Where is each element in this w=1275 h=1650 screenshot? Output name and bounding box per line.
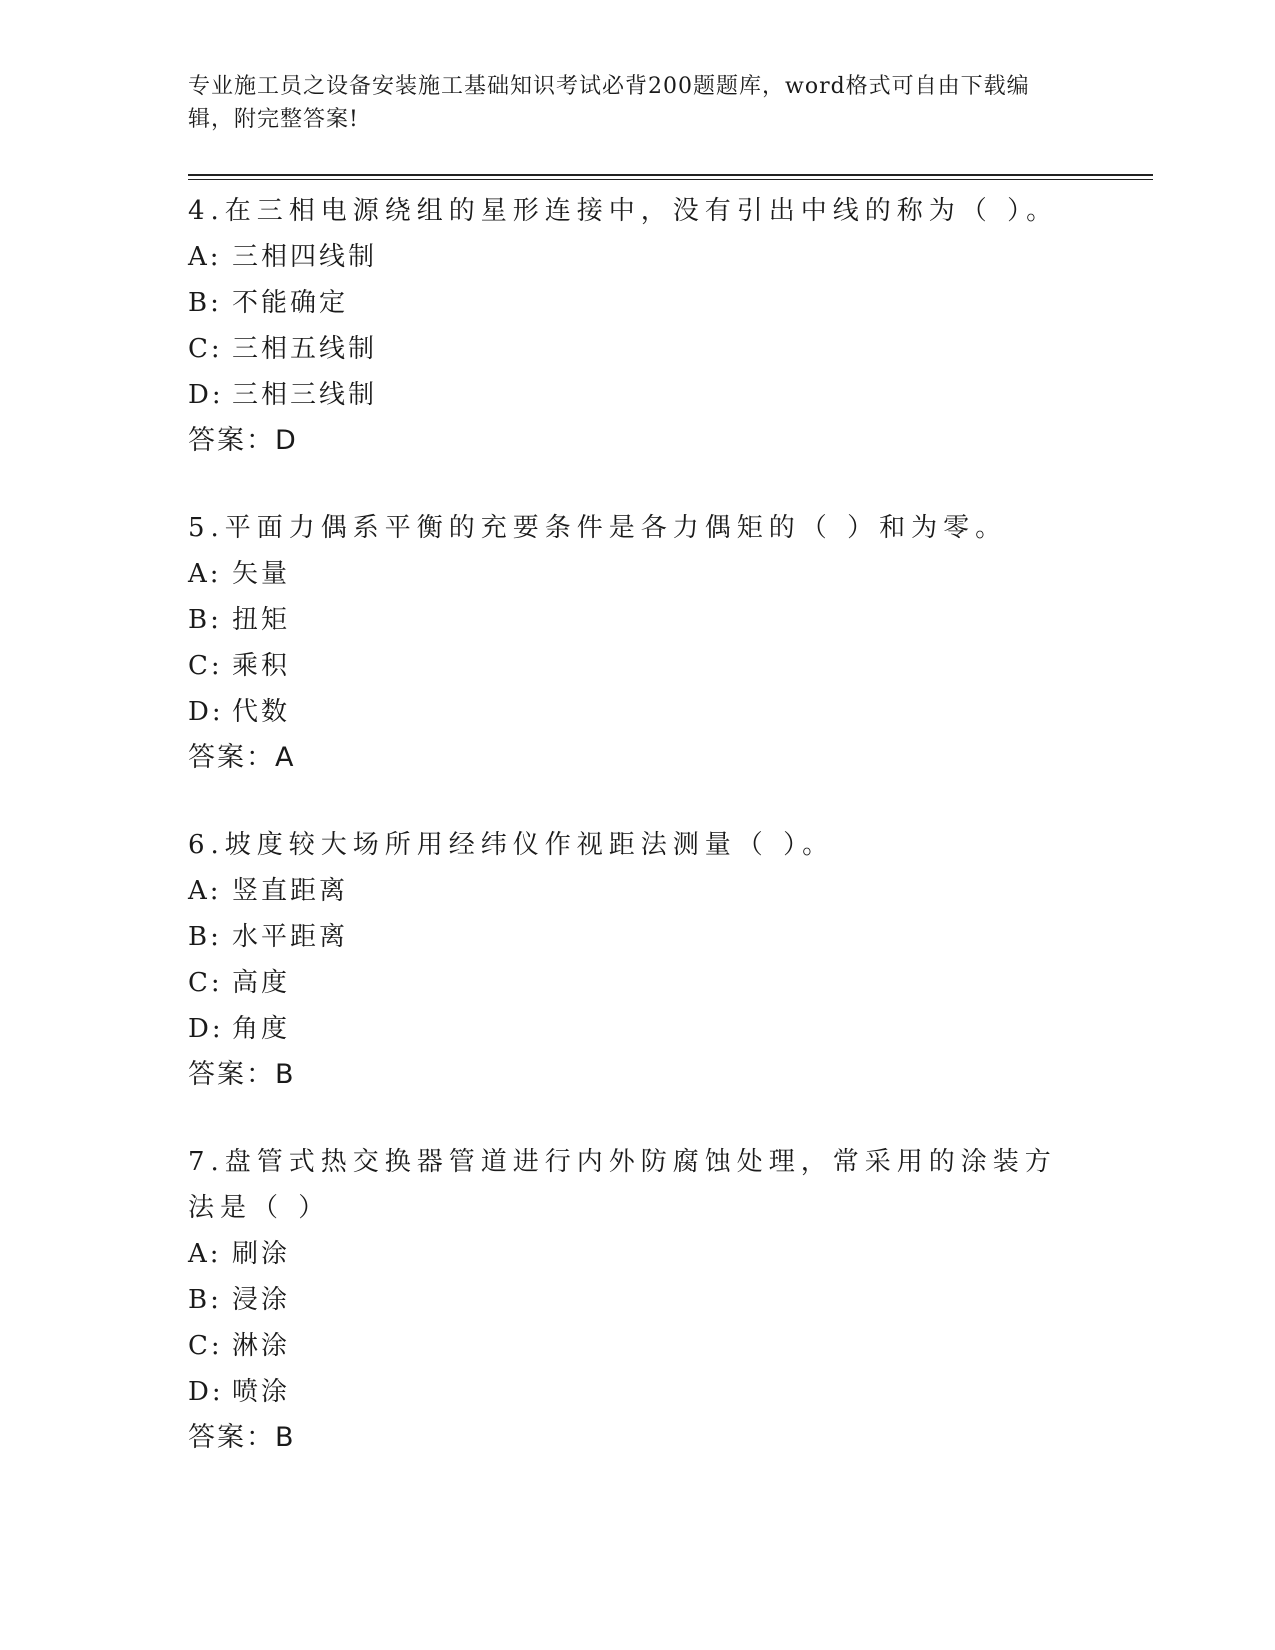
option-key: C: [188, 968, 223, 998]
answer-line: 答案：A [188, 742, 296, 773]
question-stem: 6.坡度较大场所用经纬仪作视距法测量（ ）。 [188, 830, 835, 860]
double-divider [188, 174, 1153, 180]
option-b [188, 597, 1153, 643]
option-key: B: [188, 1285, 222, 1315]
option-c [188, 1323, 1153, 1369]
option-d [188, 1369, 1153, 1415]
option-text: 水平距离 [232, 922, 349, 952]
question-4 [188, 188, 1153, 464]
option-b [188, 914, 1153, 960]
option-text: 刷涂 [232, 1239, 291, 1269]
option-key: B: [188, 605, 222, 635]
option-key: C: [188, 651, 223, 681]
option-c [188, 326, 1153, 372]
option-text: 角度 [232, 1014, 291, 1044]
option-key: D: [188, 1377, 224, 1407]
option-b [188, 1277, 1153, 1323]
question-stem: 4.在三相电源绕组的星形连接中，没有引出中线的称为（ ）。 [188, 196, 1059, 226]
option-a [188, 868, 1153, 914]
option-text: 高度 [232, 968, 291, 998]
option-a [188, 1231, 1153, 1277]
option-key: B: [188, 288, 222, 318]
option-key: A: [188, 559, 222, 589]
option-key: D: [188, 697, 224, 727]
option-b [188, 280, 1153, 326]
option-text: 淋涂 [232, 1331, 291, 1361]
option-key: B: [188, 922, 222, 952]
option-key: A: [188, 1239, 222, 1269]
answer-line: 答案：B [188, 1059, 296, 1090]
document-title: 专业施工员之设备安装施工基础知识考试必背200题题库，word格式可自由下载编辑，附完整答案! [188, 74, 1030, 132]
option-key: D: [188, 1014, 224, 1044]
option-text: 浸涂 [232, 1285, 291, 1315]
question-stem: 5.平面力偶系平衡的充要条件是各力偶矩的（ ）和为零。 [188, 513, 1008, 543]
option-d [188, 1006, 1153, 1052]
option-key: C: [188, 1331, 223, 1361]
question-list [188, 188, 1153, 1461]
option-key: D: [188, 380, 224, 410]
option-text: 代数 [232, 697, 291, 727]
option-d [188, 372, 1153, 418]
question-5 [188, 505, 1153, 781]
option-text: 乘积 [232, 651, 291, 681]
option-text: 三相四线制 [232, 242, 378, 272]
option-text: 喷涂 [232, 1377, 291, 1407]
option-key: C: [188, 334, 223, 364]
option-key: A: [188, 242, 222, 272]
document-page [188, 70, 1153, 1502]
option-text: 不能确定 [232, 288, 349, 318]
option-c [188, 643, 1153, 689]
option-text: 三相三线制 [232, 380, 378, 410]
question-7 [188, 1139, 1153, 1461]
question-stem: 7.盘管式热交换器管道进行内外防腐蚀处理，常采用的涂装方法是（ ） [188, 1147, 1057, 1223]
option-a [188, 234, 1153, 280]
answer-line: 答案：D [188, 425, 298, 456]
option-d [188, 689, 1153, 735]
option-text: 竖直距离 [232, 876, 349, 906]
option-key: A: [188, 876, 222, 906]
option-text: 矢量 [232, 559, 291, 589]
answer-line: 答案：B [188, 1422, 296, 1453]
option-text: 扭矩 [232, 605, 291, 635]
option-text: 三相五线制 [232, 334, 378, 364]
question-6 [188, 822, 1153, 1098]
option-a [188, 551, 1153, 597]
option-c [188, 960, 1153, 1006]
